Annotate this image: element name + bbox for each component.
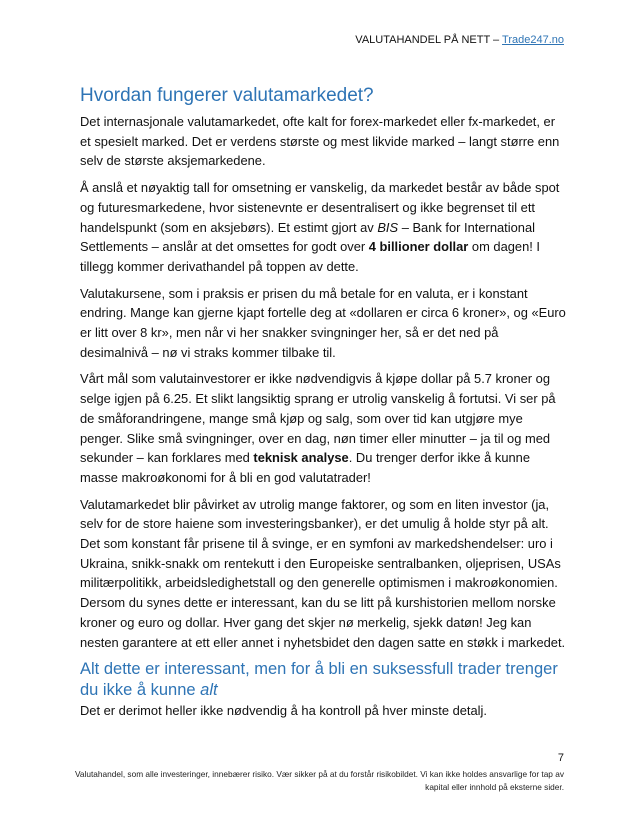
paragraph-turnover-text-b: – Bank for International Settlements – anslår at det omsettes for godt over [80, 219, 535, 255]
paragraph-rates: Valutakursene, som i praksis er prisen du må betale for en valuta, er i konstant endring. Mange kan gjerne kjapt fortelle deg at «dollaren er circa 6 kroner», og «Euro er litt over 8 kr», men når vi her snakker svingninger her, så er det ned på desimalnivå – nø vi straks kommer tilbake til. [80, 285, 566, 360]
turnover-amount: 4 billioner dollar [368, 239, 469, 255]
paragraph-goal [80, 369, 568, 487]
paragraph-intro: Det internasjonale valutamarkedet, ofte kalt for forex-markedet eller fx-markedet, er et spesielt marked. Det er verdens største og mest likvide marked – langt større enn selv de største aksjemarkedene. [80, 114, 560, 169]
technical-analysis-term: teknisk analyse [253, 450, 349, 466]
paragraph-goal-text-b: . Du trenger derfor ikke å kunne masse makroøkonomi for å bli en god valutatrader! [80, 450, 530, 485]
paragraph-turnover-text-c: om dagen! I tillegg kommer derivathandel på toppen av dette. [80, 239, 541, 274]
main-content [80, 84, 568, 728]
bis-emphasis: BIS [377, 219, 399, 235]
paragraph-detail: Det er derimot heller ikke nødvendig å ha kontroll på hver minste detalj. [80, 703, 487, 719]
paragraph-turnover-text-a: Å anslå et nøyaktig tall for omsetning er vanskelig, da markedet består av både spot og futuresmarkedene, hvor sistenevnte er desentralisert og ikke begrenset til ett handelspunkt (som en aksjebørs). Et estimt gjort av [80, 180, 560, 235]
section-title: Hvordan fungerer valutamarkedet? [80, 85, 374, 106]
paragraph-factors: Valutamarkedet blir påvirket av utrolig mange faktorer, og som en liten investor (ja, selv for de store haiene som investeringsbanker), er det umulig å holde styr på alt. Det som konstant får prisene til å svinge, er en symfoni av markedshendelser: uro i Ukraina, snikk-snakk om rentekutt i den Europeiske sentralbanken, oljeprisen, USAs militærpolitikk, arbeidsledighetstall og den generelle optimismen i makroøkonomien. Dersom du synes dette er interessant, kan du se litt på kurshistorien mellom norske kroner og euro og dollar. Hver gang det skjer nø merkelig, sjekk datøn! Jeg kan nesten garantere at ett eller annet i nyhetsbidet den dagen satte en støkk i markedet. [80, 496, 566, 650]
subsection-title-emphasis: alt [200, 681, 218, 700]
paragraph-turnover [80, 178, 568, 277]
header-link[interactable]: Trade247.no [502, 34, 564, 46]
subsection-title [80, 659, 568, 701]
page-number: 7 [557, 752, 564, 764]
subsection-title-text: Alt dette er interessant, men for å bli en suksessfull trader trenger du ikke å kunne [80, 660, 558, 700]
running-header [355, 34, 564, 46]
header-text: VALUTAHANDEL PÅ NETT – [355, 34, 503, 46]
paragraph-goal-text-a: Vårt mål som valutainvestorer er ikke nødvendigvis å kjøpe dollar på 5.7 kroner og selge igjen på 6.25. Et slikt langsiktig sprang er utrolig vanskelig å fortutsi. Vi ser på de småforandringene, mange små kjøp og salg, som over tid kan utgjøre mye penger. Slike små svingninger, over en dag, nøn timer eller minutter – ja til og med sekunder – kan forklares med [80, 371, 556, 466]
footer-disclaimer: Valutahandel, som alle investeringer, innebærer risiko. Vær sikker på at du forstår risikobildet. Vi kan ikke holdes ansvarlige for tap av kapital eller innhold på eksterne sider. [75, 769, 564, 792]
